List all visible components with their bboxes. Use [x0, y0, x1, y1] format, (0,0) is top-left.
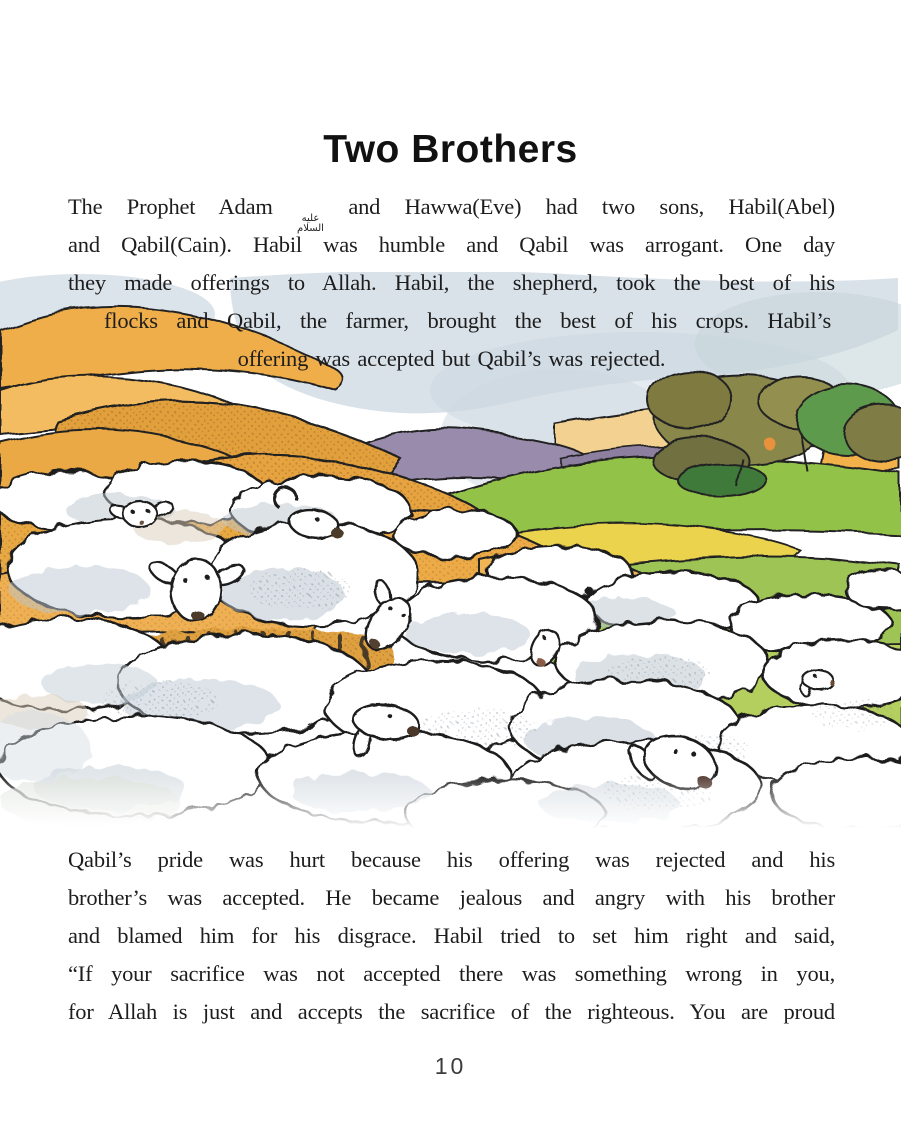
line1-pre: The Prophet Adam	[68, 194, 273, 219]
paragraph-line: offering was accepted but Qabil’s was rejected.	[237, 346, 666, 371]
paragraph-line: “If your sacrifice was not accepted there was something wrong in you,	[68, 961, 835, 986]
paragraph-line: and blamed him for his disgrace. Habil tried to set him right and said,	[68, 923, 835, 948]
illustration-fade	[0, 772, 901, 828]
paragraph-line: brother’s was accepted. He became jealous and angry with his brother	[68, 885, 835, 910]
paragraph-jealousy	[68, 841, 835, 1031]
page-title: Two Brothers	[323, 128, 578, 172]
paragraph-line: Qabil’s pride was hurt because his offering was rejected and his	[68, 847, 835, 872]
paragraph-line	[68, 188, 835, 234]
page-number: 10	[434, 1053, 467, 1079]
paragraph-line: flocks and Qabil, the farmer, brought the best of his crops. Habil’s	[104, 308, 831, 333]
paragraph-line: and Qabil(Cain). Habil was humble and Qabil was arrogant. One day	[68, 232, 835, 257]
line1-post: and Hawwa(Eve) had two sons, Habil(Abel)	[348, 194, 835, 219]
paragraph-line: they made offerings to Allah. Habil, the shepherd, took the best of his	[68, 270, 835, 295]
paragraph-line: for Allah is just and accepts the sacrifice of the righteous. You are proud	[68, 999, 835, 1024]
alayhis-salam-honorific: عليه السلام	[297, 213, 324, 234]
paragraph-intro	[68, 188, 835, 378]
